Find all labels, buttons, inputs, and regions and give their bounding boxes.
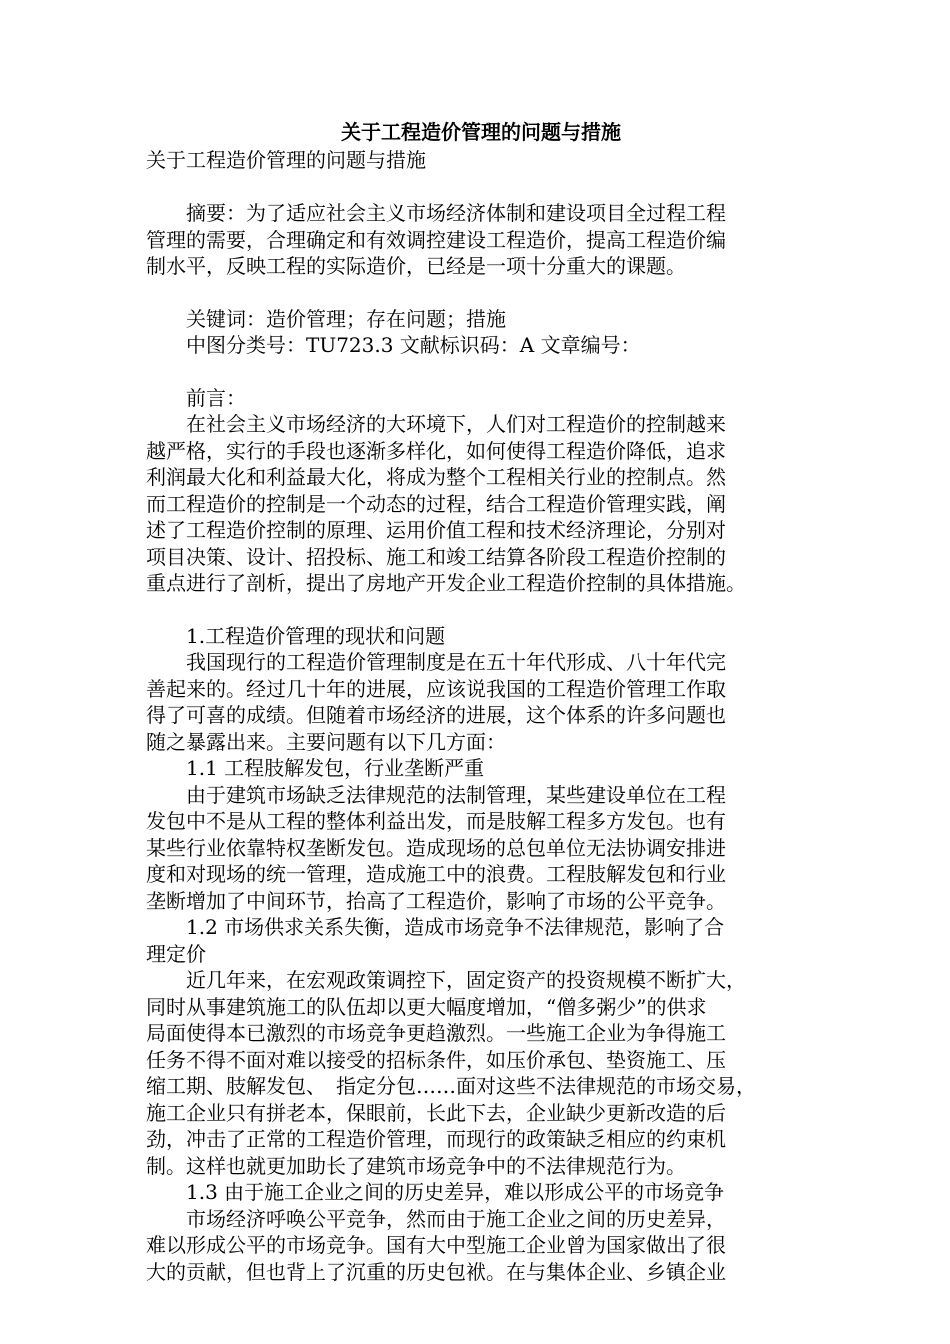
body-line: 缩工期、肢解发包、 指定分包……面对这些不法律规范的市场交易， <box>146 1074 756 1098</box>
spacer <box>146 359 816 385</box>
body-line: 施工企业只有拼老本，保眼前，长此下去，企业缺少更新改造的后 <box>146 1100 726 1125</box>
document-title: 关于工程造价管理的问题与措施 <box>341 120 621 144</box>
document-subtitle: 关于工程造价管理的问题与措施 <box>146 148 426 172</box>
abstract-block <box>146 200 816 280</box>
body-line: 度和对现场的统一管理，造成施工中的浪费。工程肢解发包和行业 <box>146 862 726 886</box>
body-line: 垄断增加了中间环节，抬高了工程造价，影响了市场的公平竞争。 <box>146 888 726 913</box>
body-line: 大的贡献，但也背上了沉重的历史包袱。在与集体企业、乡镇企业 <box>146 1259 726 1284</box>
section-heading: 1.工程造价管理的现状和问题 <box>146 623 446 648</box>
preface-block <box>146 411 816 597</box>
preface-line: 项目决策、设计、招投标、施工和竣工结算各阶段工程造价控制的 <box>146 544 726 569</box>
body-line: 劲，冲击了正常的工程造价管理，而现行的政策缺乏相应的约束机 <box>146 1127 726 1151</box>
preface-line: 利润最大化和利益最大化，将成为整个工程相关行业的控制点。然 <box>146 465 726 489</box>
keywords-line: 关键词：造价管理；存在问题；措施 <box>146 306 506 331</box>
abstract-line: 制水平，反映工程的实际造价，已经是一项十分重大的课题。 <box>146 254 686 278</box>
subsection-heading: 1.1 工程肢解发包，行业垄断严重 <box>146 756 485 780</box>
preface-line: 越严格，实行的手段也逐渐多样化，如何使得工程造价降低，追求 <box>146 438 726 463</box>
abstract-line: 摘要：为了适应社会主义市场经济体制和建设项目全过程工程 <box>146 201 726 225</box>
preface-line: 重点进行了剖析，提出了房地产开发企业工程造价控制的具体措施。 <box>146 571 746 595</box>
body-line: 近几年来，在宏观政策调控下，固定资产的投资规模不断扩大， <box>146 968 746 992</box>
body-line: 市场经济呼唤公平竞争，然而由于施工企业之间的历史差异， <box>146 1206 726 1231</box>
document-page <box>146 118 816 1285</box>
body-line: 发包中不是从工程的整体利益出发，而是肢解工程多方发包。也有 <box>146 809 726 833</box>
body-line: 某些行业依靠特权垄断发包。造成现场的总包单位无法协调安排进 <box>146 835 726 860</box>
body-line: 我国现行的工程造价管理制度是在五十年代形成、八十年代完 <box>146 650 726 674</box>
body-line: 随之暴露出来。主要问题有以下几方面： <box>146 729 506 754</box>
subsection-heading-cont: 理定价 <box>146 941 206 966</box>
body-line: 同时从事建筑施工的队伍却以更大幅度增加，“僧多粥少”的供求 <box>146 994 707 1019</box>
body-line: 由于建筑市场缺乏法律规范的法制管理，某些建设单位在工程 <box>146 782 726 807</box>
body-line: 任务不得不面对难以接受的招标条件，如压价承包、垫资施工、压 <box>146 1047 726 1072</box>
preface-line: 在社会主义市场经济的大环境下，人们对工程造价的控制越来 <box>146 412 726 436</box>
section-1-block <box>146 623 816 1286</box>
preface-line: 而工程造价的控制是一个动态的过程，结合工程造价管理实践，阐 <box>146 491 726 516</box>
preface-line: 述了工程造价控制的原理、运用价值工程和技术经济理论，分别对 <box>146 518 726 542</box>
spacer <box>146 280 816 306</box>
classification-line: 中图分类号：TU723.3 文献标识码：A 文章编号： <box>146 333 641 357</box>
preface-heading: 前言： <box>146 385 246 410</box>
body-line: 难以形成公平的市场竞争。国有大中型施工企业曾为国家做出了很 <box>146 1233 726 1257</box>
body-line: 制。这样也就更加助长了建筑市场竞争中的不法律规范行为。 <box>146 1153 686 1178</box>
body-line: 局面使得本已激烈的市场竞争更趋激烈。一些施工企业为争得施工 <box>146 1021 726 1045</box>
subsection-heading: 1.3 由于施工企业之间的历史差异，难以形成公平的市场竞争 <box>146 1180 725 1204</box>
subsection-heading: 1.2 市场供求关系失衡，造成市场竞争不法律规范，影响了合 <box>146 915 725 939</box>
spacer <box>146 597 816 623</box>
body-line: 得了可喜的成绩。但随着市场经济的进展，这个体系的许多问题也 <box>146 703 726 727</box>
spacer <box>146 174 816 200</box>
abstract-line: 管理的需要，合理确定和有效调控建设工程造价，提高工程造价编 <box>146 227 726 252</box>
body-line: 善起来的。经过几十年的进展，应该说我国的工程造价管理工作取 <box>146 676 726 701</box>
